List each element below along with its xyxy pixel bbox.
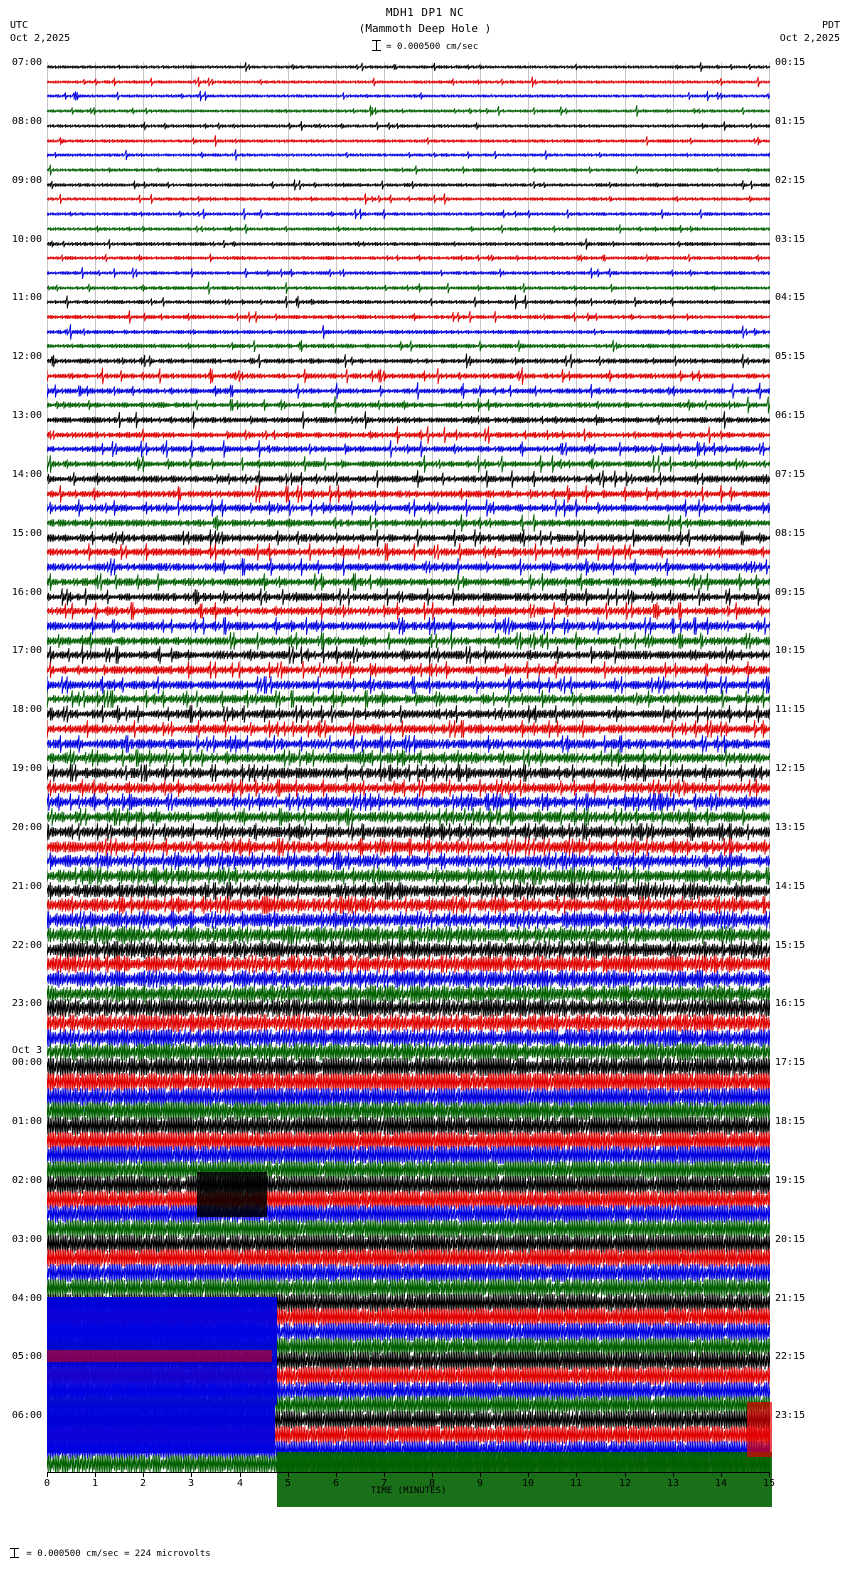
axis-tick <box>769 1472 770 1477</box>
helicorder-plot <box>47 62 770 1474</box>
x-axis-title: TIME (MINUTES) <box>370 1486 447 1496</box>
axis-tick-label: 5 <box>284 1478 292 1489</box>
right-time-label: 12:15 <box>775 763 806 774</box>
axis-tick <box>432 1472 433 1477</box>
right-time-label: 06:15 <box>775 410 806 421</box>
station-name: (Mammoth Deep Hole ) <box>358 22 492 35</box>
right-time-label: 23:15 <box>775 1410 806 1422</box>
right-time-label: 22:15 <box>775 1351 806 1363</box>
right-time-axis <box>772 57 850 1474</box>
right-time-label: 17:15 <box>775 1057 806 1069</box>
axis-tick <box>95 1472 96 1477</box>
left-time-label: 19:00 <box>11 763 42 774</box>
axis-tick <box>191 1472 192 1477</box>
left-time-label: 14:00 <box>11 468 42 480</box>
axis-tick-label: 0 <box>43 1478 51 1489</box>
axis-tick <box>528 1472 529 1477</box>
day-marker-label: Oct 3 <box>11 1045 42 1057</box>
axis-tick <box>288 1472 289 1477</box>
left-time-label: 05:00 <box>11 1351 42 1363</box>
axis-tick <box>336 1472 337 1477</box>
axis-tick <box>480 1472 481 1477</box>
axis-tick-label: 8 <box>428 1478 436 1489</box>
axis-tick-label: 6 <box>332 1478 340 1489</box>
axis-tick-label: 4 <box>236 1478 244 1489</box>
scale-bar-icon <box>372 40 381 51</box>
left-time-label: 22:00 <box>11 939 42 951</box>
left-time-label: 18:00 <box>11 704 42 716</box>
axis-tick-label: 9 <box>476 1478 484 1489</box>
left-time-label: 21:00 <box>11 880 42 892</box>
footer-scale-bar-icon <box>10 1548 19 1558</box>
right-time-label: 04:15 <box>775 292 806 304</box>
left-time-label: 09:00 <box>11 174 42 186</box>
footer-scale-label: = 0.000500 cm/sec = 224 microvolts <box>26 1549 211 1559</box>
left-time-label: 07:00 <box>11 57 42 68</box>
axis-tick-label: 2 <box>139 1478 147 1489</box>
left-time-label: 01:00 <box>11 1116 42 1127</box>
right-time-label: 16:15 <box>775 998 806 1010</box>
left-time-label: 03:00 <box>11 1233 42 1245</box>
right-time-label: 03:15 <box>775 233 806 245</box>
left-time-label: 08:00 <box>11 115 42 127</box>
left-time-label: 12:00 <box>11 351 42 363</box>
axis-tick-label: 1 <box>91 1478 99 1489</box>
axis-tick <box>47 1472 48 1477</box>
right-time-label: 20:15 <box>775 1233 806 1245</box>
axis-tick <box>721 1472 722 1477</box>
axis-tick-label: 13 <box>666 1478 680 1489</box>
left-time-label: 11:00 <box>11 292 42 304</box>
right-time-label: 07:15 <box>775 468 806 480</box>
axis-tick <box>384 1472 385 1477</box>
station-title: MDH1 DP1 NC <box>385 6 465 19</box>
right-date-label: Oct 2,2025 <box>779 33 840 44</box>
right-time-label: 08:15 <box>775 527 806 539</box>
saturated-signal-region <box>747 1402 772 1457</box>
axis-tick-label: 14 <box>714 1478 728 1489</box>
axis-tick <box>143 1472 144 1477</box>
right-timezone <box>780 20 840 44</box>
axis-tick-label: 12 <box>618 1478 632 1489</box>
left-time-label: 20:00 <box>11 821 42 833</box>
saturated-signal-region <box>47 1350 272 1362</box>
left-time-label: 00:00 <box>11 1057 42 1069</box>
scale-legend-label: = 0.000500 cm/sec <box>386 42 479 52</box>
left-date-label: Oct 2,2025 <box>10 33 71 44</box>
axis-tick-label: 3 <box>187 1478 195 1489</box>
axis-tick <box>673 1472 674 1477</box>
left-time-label: 23:00 <box>11 998 42 1010</box>
left-time-label: 06:00 <box>11 1410 42 1422</box>
right-time-label: 10:15 <box>775 645 806 657</box>
left-time-label: 15:00 <box>11 527 42 539</box>
saturated-signal-region <box>197 1172 267 1217</box>
left-time-label: 02:00 <box>11 1174 42 1186</box>
left-time-label: 17:00 <box>11 645 42 657</box>
axis-tick-label: 11 <box>569 1478 583 1489</box>
right-time-label: 13:15 <box>775 821 806 833</box>
right-time-label: 11:15 <box>775 704 806 716</box>
right-time-label: 19:15 <box>775 1174 806 1186</box>
scale-legend <box>0 40 850 52</box>
left-timezone <box>10 20 70 44</box>
right-time-label: 05:15 <box>775 351 806 363</box>
right-time-label: 18:15 <box>775 1116 806 1127</box>
left-timezone-label: UTC <box>10 20 29 31</box>
right-time-label: 21:15 <box>775 1292 806 1304</box>
axis-tick-label: 10 <box>521 1478 535 1489</box>
saturated-signal-region <box>47 1297 277 1345</box>
saturated-signal-region <box>47 1405 275 1453</box>
right-time-label: 09:15 <box>775 586 806 598</box>
footer-scale <box>8 1548 211 1559</box>
right-time-label: 02:15 <box>775 174 806 186</box>
right-timezone-label: PDT <box>821 20 840 31</box>
left-time-label: 10:00 <box>11 233 42 245</box>
left-time-label: 13:00 <box>11 410 42 421</box>
right-time-label: 01:15 <box>775 115 806 127</box>
axis-tick-label: 15 <box>762 1478 776 1489</box>
chart-header <box>0 0 850 58</box>
axis-line <box>47 1472 770 1473</box>
axis-tick <box>576 1472 577 1477</box>
right-time-label: 14:15 <box>775 880 806 892</box>
left-time-label: 16:00 <box>11 586 42 598</box>
left-time-label: 04:00 <box>11 1292 42 1304</box>
axis-tick-label: 7 <box>380 1478 388 1489</box>
right-time-label: 00:15 <box>775 57 806 68</box>
axis-tick <box>240 1472 241 1477</box>
left-time-axis <box>0 57 45 1474</box>
right-time-label: 15:15 <box>775 939 806 951</box>
axis-tick <box>625 1472 626 1477</box>
